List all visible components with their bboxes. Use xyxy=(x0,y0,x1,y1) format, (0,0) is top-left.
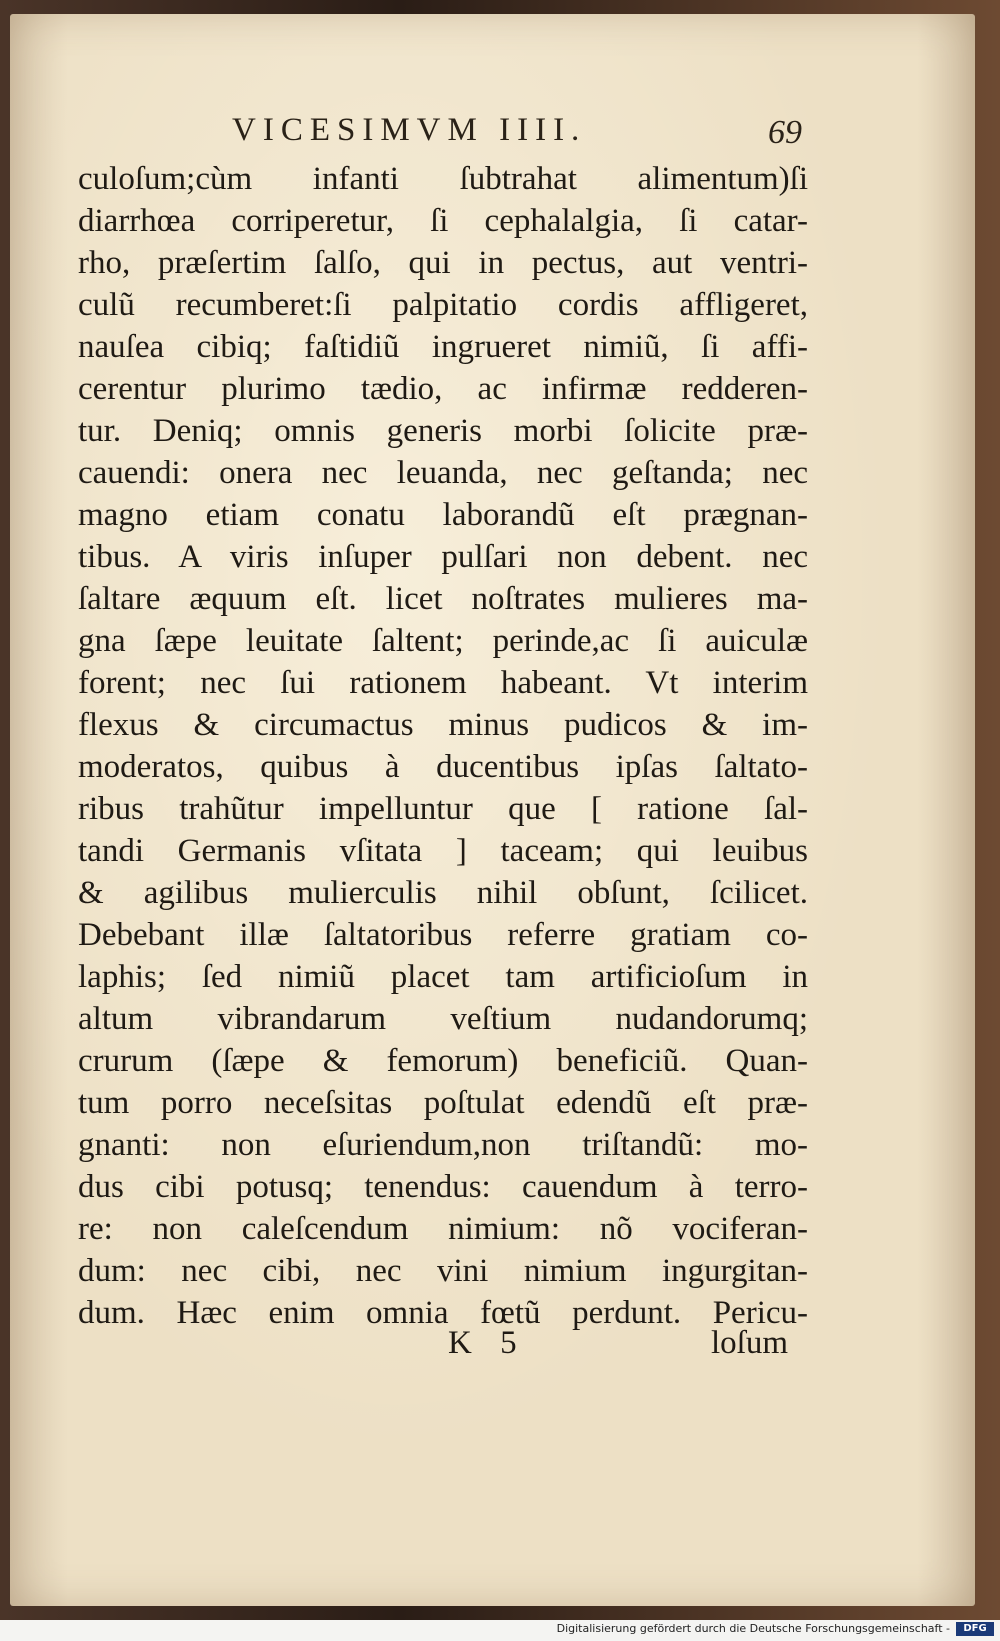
catchword: loſum xyxy=(710,1325,788,1361)
text-line: cauendi: onera nec leuanda, nec geſtanda; nec xyxy=(78,455,808,491)
text-line: laphis; ſed nimiũ placet tam artificioſum in xyxy=(78,959,808,995)
text-line: dum: nec cibi, nec vini nimium ingurgitan- xyxy=(78,1253,808,1289)
text-line: & agilibus mulierculis nihil obſunt, ſcilicet. xyxy=(78,875,808,911)
text-line: crurum (ſæpe & femorum) beneficiũ. Quan- xyxy=(78,1043,808,1079)
page-number: 69 xyxy=(768,114,802,151)
text-line: altum vibrandarum veſtium nudandorumq; xyxy=(78,1001,808,1037)
dfg-logo: DFG xyxy=(956,1622,994,1636)
page-footer xyxy=(78,1325,808,1375)
digitization-credit: Digitalisierung gefördert durch die Deutsche Forschungsgemeinschaft - xyxy=(556,1622,950,1635)
text-line: tandi Germanis vſitata ] taceam; qui leuibus xyxy=(78,833,808,869)
text-line: re: non caleſcendum nimium: nõ vociferan- xyxy=(78,1211,808,1247)
text-line: ribus trahũtur impelluntur que [ ratione ſal- xyxy=(78,791,808,827)
signature-mark: K 5 xyxy=(448,1325,527,1361)
text-line: diarrhœa corriperetur, ſi cephalalgia, ſi catar- xyxy=(78,203,808,239)
page-header xyxy=(232,112,802,162)
text-line: gnanti: non eſuriendum,non triſtandũ: mo- xyxy=(78,1127,808,1163)
text-line: cerentur plurimo tædio, ac infirmæ redderen- xyxy=(78,371,808,407)
text-line: nauſea cibiq; faſtidiũ ingrueret nimiũ, ſi affi- xyxy=(78,329,808,365)
text-line: gna ſæpe leuitate ſaltent; perinde,ac ſi auiculæ xyxy=(78,623,808,659)
text-line: moderatos, quibus à ducentibus ipſas ſaltato- xyxy=(78,749,808,785)
body-text xyxy=(78,158,808,1334)
text-line: dus cibi potusq; tenendus: cauendum à terro- xyxy=(78,1169,808,1205)
text-line: dum. Hæc enim omnia fœtũ perdunt. Pericu- xyxy=(78,1295,808,1331)
text-line: culũ recumberet:ſi palpitatio cordis affligeret, xyxy=(78,287,808,323)
text-line: flexus & circumactus minus pudicos & im- xyxy=(78,707,808,743)
text-line: tibus. A viris inſuper pulſari non debent. nec xyxy=(78,539,808,575)
running-title: VICESIMVM IIII. xyxy=(232,112,587,148)
text-line: forent; nec ſui rationem habeant. Vt interim xyxy=(78,665,808,701)
text-line: ſaltare æquum eſt. licet noſtrates mulieres ma- xyxy=(78,581,808,617)
text-line: rho, præſertim ſalſo, qui in pectus, aut ventri- xyxy=(78,245,808,281)
text-line: Debebant illæ ſaltatoribus referre gratiam co- xyxy=(78,917,808,953)
text-line: tur. Deniq; omnis generis morbi ſolicite præ- xyxy=(78,413,808,449)
text-line: tum porro neceſsitas poſtulat edendũ eſt præ- xyxy=(78,1085,808,1121)
text-line: culoſum;cùm infanti ſubtrahat alimentum)ſi xyxy=(78,161,808,197)
text-line: magno etiam conatu laborandũ eſt prægnan- xyxy=(78,497,808,533)
